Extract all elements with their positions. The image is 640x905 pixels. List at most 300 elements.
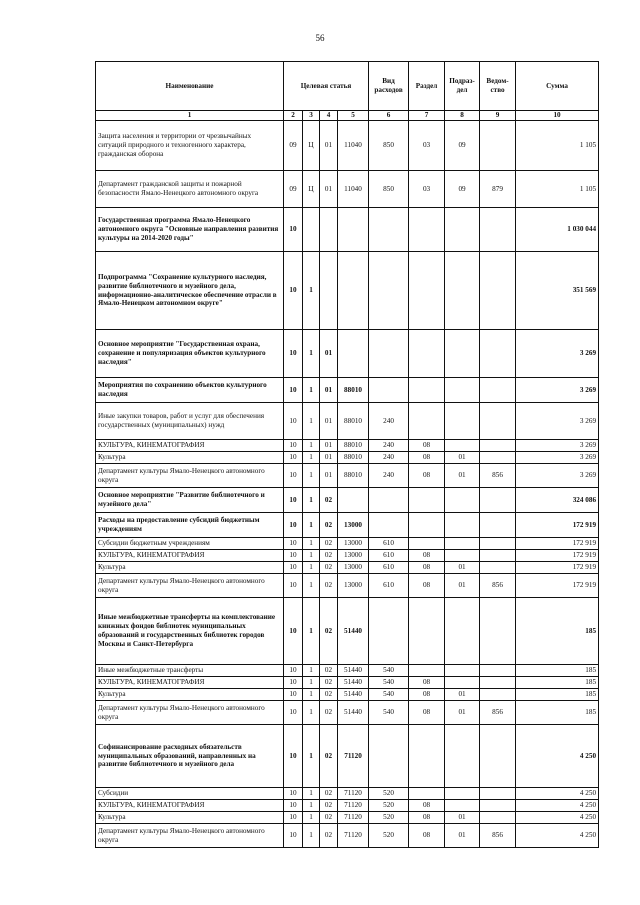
table-row xyxy=(96,513,599,538)
target-activity-code: 02 xyxy=(320,677,338,689)
column-number: 3 xyxy=(303,111,320,121)
expense-type-code: 240 xyxy=(369,464,409,488)
target-activity-code: 02 xyxy=(320,598,338,665)
target-subprogram-code: 1 xyxy=(303,574,320,598)
subsection-code xyxy=(445,550,480,562)
table-row xyxy=(96,378,599,403)
subsection-code xyxy=(445,788,480,800)
row-name: Иные межбюджетные трансферты на комплектование книжных фондов библиотек муниципальных образований и государственных библиотек городов Москвы и Санкт-Петербурга xyxy=(96,598,284,665)
column-number: 5 xyxy=(338,111,369,121)
subsection-code: 01 xyxy=(445,562,480,574)
target-direction-code: 88010 xyxy=(338,464,369,488)
target-program-code: 10 xyxy=(284,440,303,452)
table-row xyxy=(96,252,599,330)
target-direction-code: 13000 xyxy=(338,562,369,574)
target-activity-code: 02 xyxy=(320,665,338,677)
target-direction-code: 51440 xyxy=(338,689,369,701)
subsection-code xyxy=(445,252,480,330)
department-code xyxy=(480,812,516,824)
row-sum: 185 xyxy=(516,701,599,725)
section-code xyxy=(409,538,445,550)
target-program-code: 10 xyxy=(284,598,303,665)
section-code xyxy=(409,208,445,252)
table-row xyxy=(96,574,599,598)
target-program-code: 10 xyxy=(284,403,303,440)
target-direction-code xyxy=(338,488,369,513)
section-code xyxy=(409,665,445,677)
row-name: Государственная программа Ямало-Ненецкого автономного округа "Основные направления развития культуры на 2014-2020 годы" xyxy=(96,208,284,252)
target-program-code: 10 xyxy=(284,550,303,562)
target-program-code: 10 xyxy=(284,788,303,800)
subsection-code xyxy=(445,800,480,812)
target-subprogram-code: 1 xyxy=(303,488,320,513)
target-subprogram-code: 1 xyxy=(303,403,320,440)
target-subprogram-code: Ц xyxy=(303,121,320,171)
department-code xyxy=(480,208,516,252)
row-sum: 3 269 xyxy=(516,464,599,488)
row-name: Департамент культуры Ямало-Ненецкого автономного округа xyxy=(96,464,284,488)
department-code xyxy=(480,677,516,689)
department-code xyxy=(480,378,516,403)
header-row xyxy=(96,62,599,111)
department-code: 856 xyxy=(480,824,516,848)
section-code: 03 xyxy=(409,121,445,171)
subsection-code: 09 xyxy=(445,121,480,171)
department-code xyxy=(480,598,516,665)
table-body xyxy=(96,121,599,848)
section-code: 08 xyxy=(409,677,445,689)
target-direction-code: 11040 xyxy=(338,171,369,208)
subsection-code xyxy=(445,330,480,378)
row-sum: 185 xyxy=(516,689,599,701)
subsection-code xyxy=(445,208,480,252)
target-subprogram-code: 1 xyxy=(303,677,320,689)
table-row xyxy=(96,452,599,464)
section-code: 08 xyxy=(409,550,445,562)
row-sum: 172 919 xyxy=(516,513,599,538)
department-code xyxy=(480,550,516,562)
section-code xyxy=(409,378,445,403)
table-row xyxy=(96,171,599,208)
target-program-code: 10 xyxy=(284,488,303,513)
target-activity-code: 02 xyxy=(320,824,338,848)
subsection-code xyxy=(445,665,480,677)
row-name: КУЛЬТУРА, КИНЕМАТОГРАФИЯ xyxy=(96,677,284,689)
target-program-code: 10 xyxy=(284,378,303,403)
expense-type-code: 540 xyxy=(369,665,409,677)
table-row xyxy=(96,562,599,574)
section-code: 08 xyxy=(409,574,445,598)
target-subprogram-code: 1 xyxy=(303,378,320,403)
target-subprogram-code: 1 xyxy=(303,513,320,538)
row-sum: 172 919 xyxy=(516,562,599,574)
row-name: Культура xyxy=(96,562,284,574)
target-direction-code: 71120 xyxy=(338,824,369,848)
target-program-code: 10 xyxy=(284,208,303,252)
target-subprogram-code: 1 xyxy=(303,824,320,848)
table-row xyxy=(96,701,599,725)
row-name: Основное мероприятие "Государственная охрана, сохранение и популяризация объектов культурного наследия" xyxy=(96,330,284,378)
row-sum: 3 269 xyxy=(516,440,599,452)
row-name: КУЛЬТУРА, КИНЕМАТОГРАФИЯ xyxy=(96,440,284,452)
row-sum: 1 105 xyxy=(516,171,599,208)
subsection-code: 01 xyxy=(445,701,480,725)
department-code xyxy=(480,488,516,513)
target-activity-code xyxy=(320,252,338,330)
expense-type-code xyxy=(369,378,409,403)
section-code xyxy=(409,513,445,538)
page-number: 56 xyxy=(315,33,325,43)
table-row xyxy=(96,677,599,689)
subsection-code xyxy=(445,598,480,665)
row-name: Защита населения и территории от чрезвычайных ситуаций природного и техногенного характера, гражданская оборона xyxy=(96,121,284,171)
row-sum: 4 250 xyxy=(516,824,599,848)
target-subprogram-code: 1 xyxy=(303,464,320,488)
target-direction-code: 11040 xyxy=(338,121,369,171)
department-code xyxy=(480,800,516,812)
subsection-code xyxy=(445,488,480,513)
header-subsection: Подраз-дел xyxy=(445,62,480,111)
row-sum: 3 269 xyxy=(516,403,599,440)
section-code: 08 xyxy=(409,812,445,824)
column-number: 1 xyxy=(96,111,284,121)
table-row xyxy=(96,689,599,701)
department-code: 856 xyxy=(480,701,516,725)
row-sum: 324 086 xyxy=(516,488,599,513)
row-name: Субсидии бюджетным учреждениям xyxy=(96,538,284,550)
target-direction-code: 51440 xyxy=(338,598,369,665)
target-activity-code: 01 xyxy=(320,464,338,488)
target-direction-code: 88010 xyxy=(338,452,369,464)
target-activity-code: 02 xyxy=(320,550,338,562)
target-activity-code xyxy=(320,208,338,252)
target-program-code: 10 xyxy=(284,464,303,488)
section-code xyxy=(409,330,445,378)
section-code: 08 xyxy=(409,440,445,452)
department-code xyxy=(480,252,516,330)
department-code xyxy=(480,788,516,800)
row-sum: 172 919 xyxy=(516,574,599,598)
expense-type-code xyxy=(369,208,409,252)
row-name: Департамент гражданской защиты и пожарной безопасности Ямало-Ненецкого автономного округа xyxy=(96,171,284,208)
target-direction-code: 13000 xyxy=(338,574,369,598)
row-name: Департамент культуры Ямало-Ненецкого автономного округа xyxy=(96,701,284,725)
target-program-code: 10 xyxy=(284,665,303,677)
subsection-code: 01 xyxy=(445,464,480,488)
section-code: 08 xyxy=(409,562,445,574)
department-code: 879 xyxy=(480,171,516,208)
target-program-code: 10 xyxy=(284,574,303,598)
row-name: Подпрограмма "Сохранение культурного наследия, развитие библиотечного и музейного дела, информационно-аналитическое обеспечение отрасли в Ямало-Ненецком автономном округе" xyxy=(96,252,284,330)
expense-type-code: 540 xyxy=(369,677,409,689)
table-row xyxy=(96,824,599,848)
row-name: Субсидии xyxy=(96,788,284,800)
table-row xyxy=(96,121,599,171)
department-code xyxy=(480,689,516,701)
table-row xyxy=(96,550,599,562)
column-number: 6 xyxy=(369,111,409,121)
subsection-code xyxy=(445,513,480,538)
expense-type-code xyxy=(369,330,409,378)
table-row xyxy=(96,330,599,378)
section-code xyxy=(409,598,445,665)
target-activity-code: 02 xyxy=(320,513,338,538)
department-code xyxy=(480,562,516,574)
target-direction-code xyxy=(338,330,369,378)
subsection-code xyxy=(445,440,480,452)
target-direction-code: 71120 xyxy=(338,812,369,824)
target-subprogram-code: 1 xyxy=(303,252,320,330)
header-section: Раздел xyxy=(409,62,445,111)
expense-type-code xyxy=(369,252,409,330)
expense-type-code: 850 xyxy=(369,121,409,171)
target-direction-code: 71120 xyxy=(338,788,369,800)
table-row xyxy=(96,403,599,440)
target-subprogram-code: 1 xyxy=(303,538,320,550)
department-code xyxy=(480,513,516,538)
table-row xyxy=(96,488,599,513)
table-row xyxy=(96,464,599,488)
target-subprogram-code: 1 xyxy=(303,550,320,562)
target-activity-code: 02 xyxy=(320,725,338,788)
expense-type-code: 520 xyxy=(369,812,409,824)
department-code xyxy=(480,330,516,378)
row-sum: 3 269 xyxy=(516,378,599,403)
column-number: 10 xyxy=(516,111,599,121)
target-program-code: 10 xyxy=(284,252,303,330)
target-direction-code: 13000 xyxy=(338,550,369,562)
header-expense-type: Вид расходов xyxy=(369,62,409,111)
target-subprogram-code: 1 xyxy=(303,701,320,725)
target-activity-code: 02 xyxy=(320,538,338,550)
target-direction-code: 88010 xyxy=(338,440,369,452)
target-activity-code: 01 xyxy=(320,452,338,464)
table-row xyxy=(96,598,599,665)
column-number-row xyxy=(96,111,599,121)
target-subprogram-code xyxy=(303,208,320,252)
department-code xyxy=(480,665,516,677)
target-program-code: 09 xyxy=(284,171,303,208)
target-activity-code: 01 xyxy=(320,330,338,378)
target-subprogram-code: 1 xyxy=(303,812,320,824)
target-direction-code: 88010 xyxy=(338,378,369,403)
target-program-code: 10 xyxy=(284,701,303,725)
section-code: 08 xyxy=(409,689,445,701)
section-code: 08 xyxy=(409,701,445,725)
row-name: Департамент культуры Ямало-Ненецкого автономного округа xyxy=(96,574,284,598)
department-code xyxy=(480,452,516,464)
target-direction-code: 71120 xyxy=(338,725,369,788)
row-sum: 1 105 xyxy=(516,121,599,171)
target-direction-code: 51440 xyxy=(338,677,369,689)
expense-type-code xyxy=(369,598,409,665)
department-code xyxy=(480,403,516,440)
row-name: Культура xyxy=(96,689,284,701)
target-subprogram-code: 1 xyxy=(303,562,320,574)
row-sum: 4 250 xyxy=(516,725,599,788)
target-subprogram-code: Ц xyxy=(303,171,320,208)
section-code: 08 xyxy=(409,824,445,848)
section-code: 08 xyxy=(409,800,445,812)
row-sum: 172 919 xyxy=(516,550,599,562)
table-row xyxy=(96,812,599,824)
table-row xyxy=(96,440,599,452)
target-activity-code: 01 xyxy=(320,378,338,403)
target-subprogram-code: 1 xyxy=(303,330,320,378)
row-name: КУЛЬТУРА, КИНЕМАТОГРАФИЯ xyxy=(96,550,284,562)
row-name: КУЛЬТУРА, КИНЕМАТОГРАФИЯ xyxy=(96,800,284,812)
expense-type-code: 520 xyxy=(369,824,409,848)
expense-type-code: 610 xyxy=(369,538,409,550)
subsection-code xyxy=(445,378,480,403)
department-code: 856 xyxy=(480,464,516,488)
target-activity-code: 01 xyxy=(320,171,338,208)
target-activity-code: 02 xyxy=(320,574,338,598)
expense-type-code: 520 xyxy=(369,800,409,812)
header-name: Наименование xyxy=(96,62,284,111)
target-activity-code: 02 xyxy=(320,488,338,513)
target-program-code: 10 xyxy=(284,812,303,824)
subsection-code: 01 xyxy=(445,452,480,464)
section-code xyxy=(409,725,445,788)
target-direction-code: 88010 xyxy=(338,403,369,440)
target-program-code: 10 xyxy=(284,452,303,464)
row-sum: 185 xyxy=(516,665,599,677)
subsection-code: 01 xyxy=(445,824,480,848)
section-code xyxy=(409,252,445,330)
section-code xyxy=(409,788,445,800)
expense-type-code: 540 xyxy=(369,701,409,725)
target-subprogram-code: 1 xyxy=(303,788,320,800)
expense-type-code xyxy=(369,513,409,538)
budget-table xyxy=(95,61,599,848)
target-program-code: 10 xyxy=(284,513,303,538)
department-code xyxy=(480,440,516,452)
expense-type-code xyxy=(369,488,409,513)
department-code xyxy=(480,538,516,550)
subsection-code xyxy=(445,677,480,689)
column-number: 4 xyxy=(320,111,338,121)
expense-type-code: 610 xyxy=(369,550,409,562)
section-code: 08 xyxy=(409,452,445,464)
subsection-code xyxy=(445,725,480,788)
column-number: 8 xyxy=(445,111,480,121)
column-number: 2 xyxy=(284,111,303,121)
target-activity-code: 02 xyxy=(320,812,338,824)
target-program-code: 10 xyxy=(284,725,303,788)
section-code: 08 xyxy=(409,464,445,488)
row-sum: 172 919 xyxy=(516,538,599,550)
row-sum: 351 569 xyxy=(516,252,599,330)
target-program-code: 10 xyxy=(284,824,303,848)
header-sum: Сумма xyxy=(516,62,599,111)
target-activity-code: 02 xyxy=(320,562,338,574)
target-subprogram-code: 1 xyxy=(303,665,320,677)
row-sum: 185 xyxy=(516,598,599,665)
row-sum: 185 xyxy=(516,677,599,689)
expense-type-code: 240 xyxy=(369,440,409,452)
subsection-code xyxy=(445,538,480,550)
row-name: Мероприятия по сохранению объектов культурного наследия xyxy=(96,378,284,403)
section-code: 03 xyxy=(409,171,445,208)
row-name: Иные закупки товаров, работ и услуг для обеспечения государственных (муниципальных) нужд xyxy=(96,403,284,440)
target-direction-code xyxy=(338,208,369,252)
target-direction-code: 13000 xyxy=(338,538,369,550)
row-sum: 3 269 xyxy=(516,452,599,464)
target-program-code: 10 xyxy=(284,538,303,550)
table-row xyxy=(96,800,599,812)
expense-type-code: 540 xyxy=(369,689,409,701)
target-activity-code: 02 xyxy=(320,800,338,812)
target-direction-code xyxy=(338,252,369,330)
row-name: Расходы на предоставление субсидий бюджетным учреждениям xyxy=(96,513,284,538)
expense-type-code: 240 xyxy=(369,403,409,440)
target-activity-code: 01 xyxy=(320,403,338,440)
expense-type-code xyxy=(369,725,409,788)
target-subprogram-code: 1 xyxy=(303,800,320,812)
target-program-code: 10 xyxy=(284,562,303,574)
department-code xyxy=(480,725,516,788)
target-activity-code: 02 xyxy=(320,701,338,725)
target-subprogram-code: 1 xyxy=(303,725,320,788)
row-name: Департамент культуры Ямало-Ненецкого автономного округа xyxy=(96,824,284,848)
target-subprogram-code: 1 xyxy=(303,689,320,701)
table-row xyxy=(96,538,599,550)
target-direction-code: 51440 xyxy=(338,665,369,677)
row-name: Софинансирование расходных обязательств муниципальных образований, направленных на развитие библиотечного и музейного дела xyxy=(96,725,284,788)
target-direction-code: 13000 xyxy=(338,513,369,538)
expense-type-code: 520 xyxy=(369,788,409,800)
target-program-code: 09 xyxy=(284,121,303,171)
target-subprogram-code: 1 xyxy=(303,440,320,452)
row-name: Культура xyxy=(96,452,284,464)
target-activity-code: 01 xyxy=(320,440,338,452)
target-activity-code: 01 xyxy=(320,121,338,171)
table-row xyxy=(96,725,599,788)
subsection-code: 01 xyxy=(445,812,480,824)
expense-type-code: 240 xyxy=(369,452,409,464)
row-name: Иные межбюджетные трансферты xyxy=(96,665,284,677)
row-sum: 4 250 xyxy=(516,812,599,824)
target-direction-code: 51440 xyxy=(338,701,369,725)
expense-type-code: 850 xyxy=(369,171,409,208)
target-subprogram-code: 1 xyxy=(303,598,320,665)
expense-type-code: 610 xyxy=(369,562,409,574)
target-program-code: 10 xyxy=(284,330,303,378)
row-sum: 4 250 xyxy=(516,788,599,800)
target-subprogram-code: 1 xyxy=(303,452,320,464)
subsection-code: 01 xyxy=(445,689,480,701)
expense-type-code: 610 xyxy=(369,574,409,598)
target-program-code: 10 xyxy=(284,677,303,689)
target-program-code: 10 xyxy=(284,800,303,812)
header-target: Целевая статья xyxy=(284,62,369,111)
row-sum: 4 250 xyxy=(516,800,599,812)
subsection-code xyxy=(445,403,480,440)
target-direction-code: 71120 xyxy=(338,800,369,812)
row-sum: 1 030 044 xyxy=(516,208,599,252)
department-code: 856 xyxy=(480,574,516,598)
row-sum: 3 269 xyxy=(516,330,599,378)
header-department: Ведом-ство xyxy=(480,62,516,111)
department-code xyxy=(480,121,516,171)
table-row xyxy=(96,665,599,677)
row-name: Основное мероприятие "Развитие библиотечного и музейного дела" xyxy=(96,488,284,513)
target-activity-code: 02 xyxy=(320,788,338,800)
subsection-code: 01 xyxy=(445,574,480,598)
column-number: 9 xyxy=(480,111,516,121)
target-activity-code: 02 xyxy=(320,689,338,701)
